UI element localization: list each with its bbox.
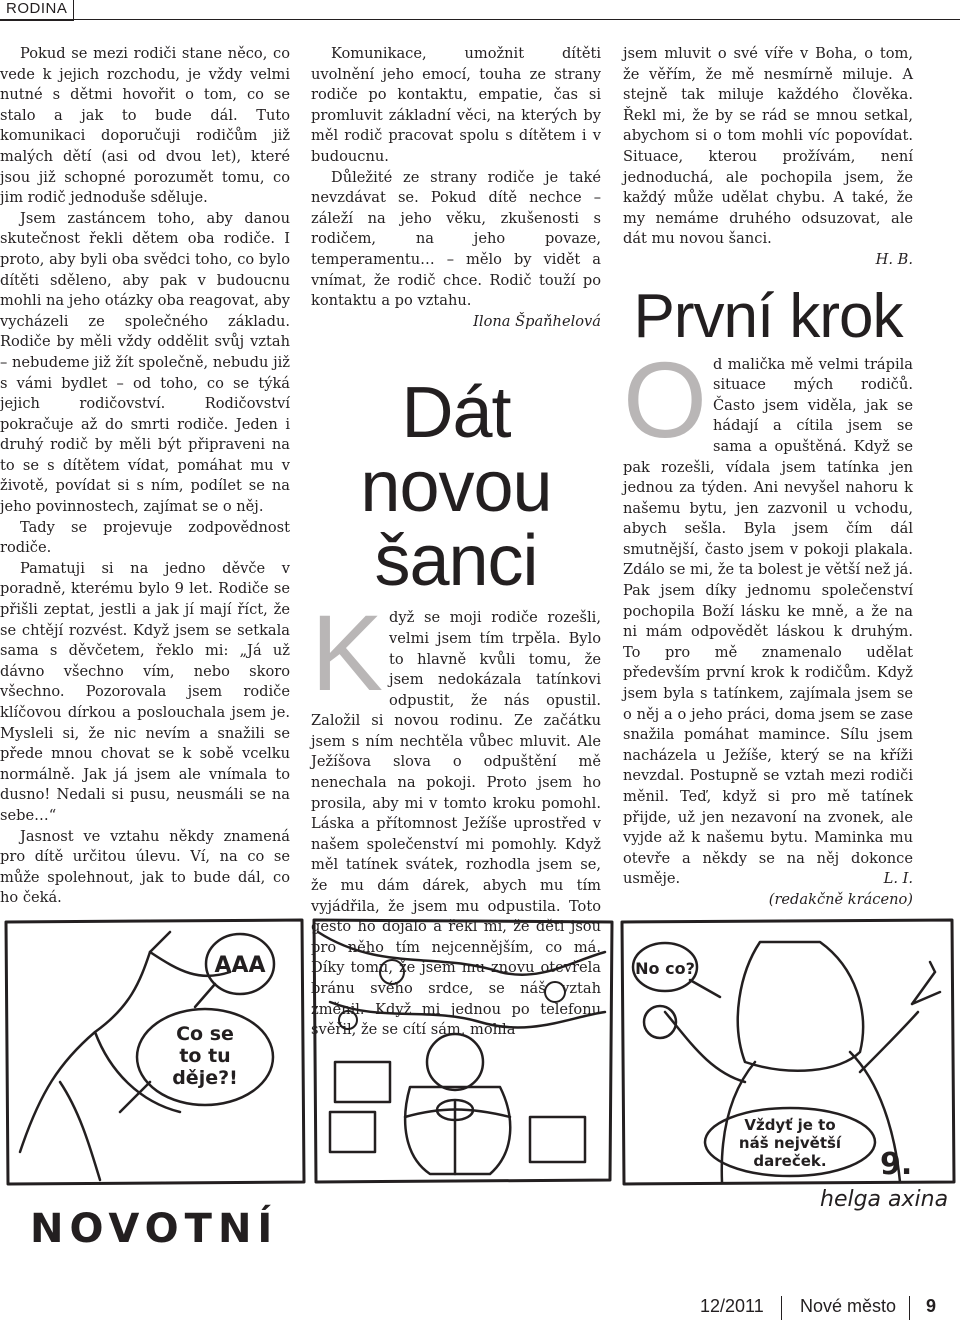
- yarn-ball-icon: [644, 1006, 676, 1038]
- story-2-text: d malička mě velmi trápila situace mých rodičů. Často jsem viděla, jak se hádají a cítila jsem se sama a opuštěná. Když se pak rozešli, vídala jsem tatínka jen jednou za týden. Ani nevyšel nahoru k našemu bytu, jen zazvonil u vchodu, abych sešla. Byla jsem čím dál smutnější, často jsem v pokoji plakala. Zdálo se mi, že ta bolest je větší než já. Pak jsem díky jednomu společenství pochopila Boží lásku ke mně, a že na ni mám odpovědět láskou k druhým. To pro mě znamenalo udělat především první krok k rodičům. Když jsem byla s tatínkem, zajímala jsem se o něj a o jeho práci, doma jsem se zase snažila pomáhat mamince. Sílu jsem nacházela u Ježíše, který se na kříži nevzdal. Postupně se vztah mezi rodiči měnil. Teď, když si pro mě tatínek přijde, už jen nezavoní na zvonek, ale vyjde až k našemu bytu. Maminka mu otevře a někdy se na něj dokonce usměje.: [623, 355, 913, 888]
- panel-2-christmas-tree: [318, 932, 605, 1027]
- top-rule: [0, 19, 960, 20]
- ornament: [339, 1011, 357, 1029]
- panel-2-border: [314, 920, 612, 1182]
- speech-2-line-2: to tu: [179, 1045, 231, 1067]
- col1-paragraph: Jasnost ve vztahu někdy znamená pro dítě určitou úlevu. Ví, na co se může spolehnout, jak to bude dál, co ho čeká.: [0, 827, 290, 907]
- footer-page-number: 9: [926, 1296, 937, 1316]
- headline-line-2: šanci: [374, 521, 538, 602]
- comic-strip: [0, 912, 960, 1272]
- col1-paragraph: Jsem zastáncem toho, aby danou skutečnost řekli dětem oba rodiče. I proto, aby byli oba svědci toho, co bylo dítěti sděleno, aby pak v budoucnu mohli na jeho otázky oba reagovat, aby vycházeli ze společného základu. Rodiče by měli vždy oddělit svůj vztah – nebudeme již žít společně, nebudu již s vámi bydlet – od toho, co se týká jejich rodičovství. Rodičovství pokračuje až do smrti rodiče. Jeden i druhý rodič by měli být připraveni na to se s dítětem vídat, pomáhat mu v životě, povídat si s ním, podílet se na jeho povinnostech, zajímat se o něj.: [0, 209, 290, 516]
- speech-3-text: No co?: [635, 959, 695, 978]
- col2-paragraph: Komunikace, umožnit dítěti uvolnění jeho emocí, touha ze strany rodiče po kontaktu, empatie, čas si promluvit základní věci, na kterých by měl rodič pracovat spolu s dítětem i v budoucnu.: [311, 45, 601, 165]
- ornament: [380, 960, 404, 984]
- story-2-initials: L. I.: [883, 870, 913, 888]
- author-signature: Ilona Špaňhelová: [473, 312, 601, 330]
- tied-girl-present: [405, 1034, 510, 1174]
- footer-magazine-name: Nové město: [800, 1296, 897, 1316]
- column-3: [623, 44, 913, 911]
- col1-paragraph: Tady se projevuje zodpovědnost rodiče.: [0, 518, 290, 557]
- artist-signature: helga axina: [820, 1187, 949, 1212]
- story-2-body: [623, 338, 913, 890]
- headline-prvni-krok: První krok: [633, 281, 903, 351]
- col1-paragraph: Pamatuji si na jedno děvče v poradně, kterému bylo 9 let. Rodiče se přišli zeptat, jestli a jak jí mají říct, že se chtějí rozvést. Když jsem se setkala sama s děvčetem, řeklo mi: „Já už dávno všechno vím, nebo skoro všechno. Pozorovala jsem rodiče klíčovou dírkou a poslouchala jsem je. Mysleli si, že nic nevím a snažili se přede mnou chovat se k sobě vcelku normálně. Jak já jsem ale vnímala to dusno! Nedali si pusu, neusmáli se na sebe…“: [0, 559, 290, 824]
- speech-2-line-3: děje?!: [172, 1067, 238, 1089]
- comic-title: NOVOTNÍ: [30, 1206, 279, 1252]
- ornament: [545, 982, 565, 1002]
- section-label: RODINA: [0, 0, 74, 21]
- footer-divider: [781, 1296, 782, 1320]
- page-footer: [680, 1296, 960, 1322]
- headline-dat-novou-sanci: [311, 373, 601, 602]
- panel-number: 9.: [880, 1147, 913, 1182]
- dropcap-k: K: [311, 592, 384, 714]
- story-1-text: dyž se moji rodiče rozešli, velmi jsem tím trpěla. Bylo to hlavně kvůli tomu, že jsem nedokázala tatínkovi odpustit, že nás opustil. Založil si novou rodinu. Ze začátku jsem s ním nechtěla vůbec mluvit. Ale Ježíšova slova o odpuštění mě nenechala na pokoji. Proto jsem ho prosila, aby mi v tomto kroku pomohl. Láska a přítomnost Ježíše uprostřed v našem společenství mi pomohly. Když měl tatínek svátek, rozhodla jsem se, že mu dám dárek, abych mu tím vyjádřila, že jsem mu odpustila. Toto gesto ho dojalo a řekl mi, že děti jsou pro něho tím nejcennějším, co má. Díky tomu, že jsem mu znovu otevřela bránu svého srdce, se náš vztah změnil. Když mi jednou po telefonu svěřil, že se cítí sám, mohla: [311, 609, 601, 1039]
- column-1: [0, 44, 290, 909]
- column-2: [311, 44, 601, 1041]
- gift-box: [335, 1062, 390, 1102]
- story-1-continuation: jsem mluvit o své víře v Boha, o tom, že věřím, že mě nesmírně miluje. A stejně tak miluje každého člověka. Řekl mi, že by se rád se mnou setkal, abychom si o tom mohli víc popovídat. Situace, kterou prožívám, není jednoduchá, ale pochopila jsem, že každý může udělat chybu. A také, že my nemáme druhého odsuzovat, ale dát mu novou šanci.: [623, 45, 913, 248]
- col1-paragraph: Pokud se mezi rodiči stane něco, co vede k jejich rozchodu, je vždy velmi nutné s dětmi hovořit o tom, co se stalo a jak to bude dál. Tuto komunikaci doporučuji rodičům již malých dětí (asi od dvou let), které jsou již schopné porozumět tomu, co jim rodič jednoduše sděluje.: [0, 45, 290, 207]
- story-1-initials: H. B.: [875, 250, 913, 268]
- footer-divider: [909, 1296, 910, 1320]
- speech-4-line-3: dareček.: [753, 1152, 827, 1170]
- gift-box: [330, 1112, 375, 1152]
- dropcap-o: O: [623, 338, 708, 460]
- headline-line-1: Dát novou: [360, 373, 552, 528]
- speech-4-line-1: Vždyť je to: [744, 1116, 836, 1134]
- editor-note: (redakčně kráceno): [768, 890, 913, 908]
- scissors-icon: [912, 962, 940, 1004]
- footer-issue: 12/2011: [700, 1296, 764, 1316]
- col2-paragraph: Důležité ze strany rodiče je také nevzdávat se. Pokud dítě nechce – záleží na jeho věku, zkušenosti s rodičem, na jeho povaze, temperamentu… – mělo by vidět a vnímat, že rodič chce. Rodič touží po kontaktu a po vztahu.: [311, 168, 601, 310]
- speech-2-line-1: Co se: [176, 1023, 234, 1045]
- speech-1-text: AAA: [214, 953, 266, 978]
- speech-4-line-2: náš největší: [738, 1134, 842, 1152]
- gift-box: [530, 1117, 585, 1162]
